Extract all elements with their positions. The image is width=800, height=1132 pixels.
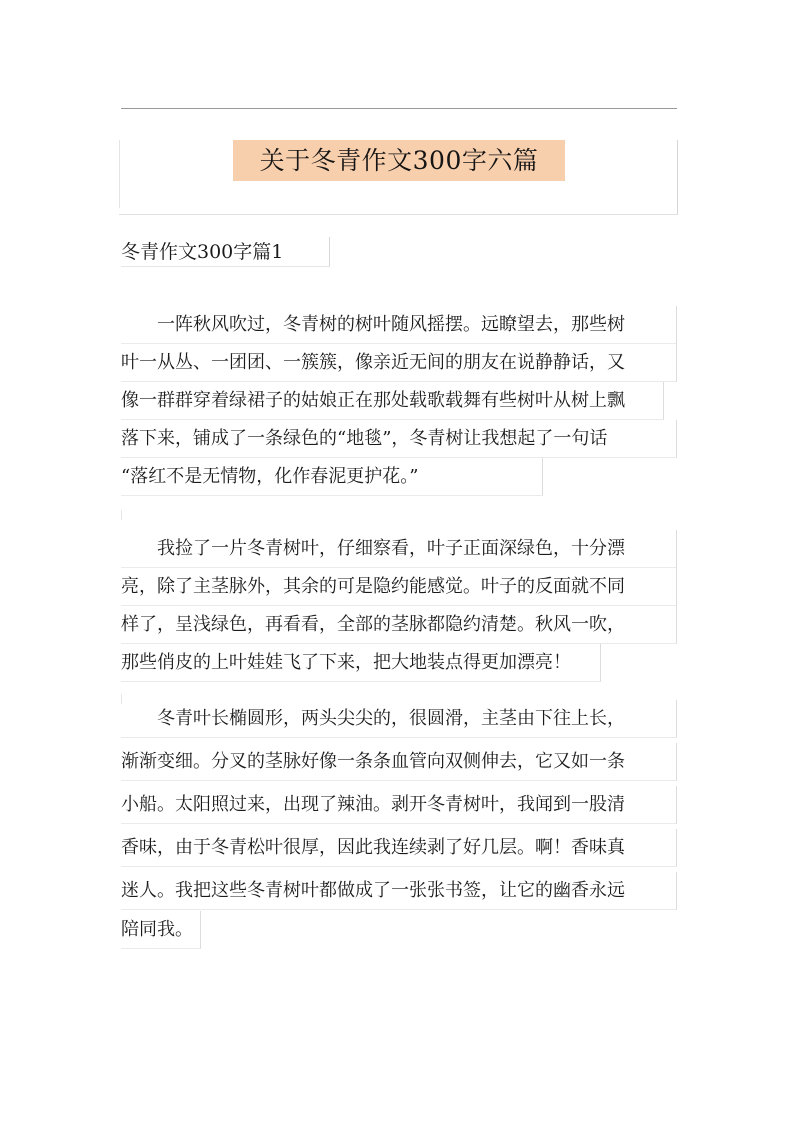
section-heading: 冬青作文300字篇1: [121, 237, 330, 267]
title-frame-edge: [119, 140, 120, 208]
paragraph-2-line-1: 我捡了一片冬青树叶，仔细察看，叶子正面深绿色，十分漂: [121, 530, 677, 568]
page-title: 关于冬青作文300字六篇: [259, 146, 539, 175]
paragraph-1-line-5: “落红不是无情物，化作春泥更护花。”: [121, 458, 543, 496]
paragraph-3-line-3: 小船。太阳照过来，出现了辣油。剥开冬青树叶，我闻到一股清: [121, 786, 677, 824]
paragraph-1-line-4: 落下来，铺成了一条绿色的“地毯”，冬青树让我想起了一句话: [121, 420, 677, 458]
paragraph-3-line-2: 渐渐变细。分叉的茎脉好像一条条血管向双侧伸去，它又如一条: [121, 743, 677, 781]
paragraph-3-line-5: 迷人。我把这些冬青树叶都做成了一张张书签，让它的幽香永远: [121, 872, 677, 910]
paragraph-1-line-2: 叶一从丛、一团团、一簇簇，像亲近无间的朋友在说静静话，又: [121, 344, 677, 382]
paragraph-divider: [121, 510, 122, 520]
paragraph-3-line-4: 香味，由于冬青松叶很厚，因此我连续剥了好几层。啊！香味真: [121, 829, 677, 867]
paragraph-1-line-3: 像一群群穿着绿裙子的姑娘正在那处载歌载舞有些树叶从树上飘: [121, 382, 664, 420]
paragraph-3-line-1: 冬青叶长椭圆形，两头尖尖的，很圆滑，主茎由下往上长，: [121, 700, 677, 738]
paragraph-3-line-6: 陪同我。: [121, 911, 201, 949]
header-rule: [121, 108, 677, 109]
paragraph-2-line-3: 样了，呈浅绿色，再看看，全部的茎脉都隐约清楚。秋风一吹，: [121, 606, 677, 644]
paragraph-2-line-4: 那些俏皮的上叶娃娃飞了下来，把大地装点得更加漂亮！: [121, 644, 601, 682]
paragraph-1-line-1: 一阵秋风吹过，冬青树的树叶随风摇摆。远瞭望去，那些树: [121, 306, 677, 344]
paragraph-2-line-2: 亮，除了主茎脉外，其余的可是隐约能感觉。叶子的反面就不同: [121, 568, 677, 606]
